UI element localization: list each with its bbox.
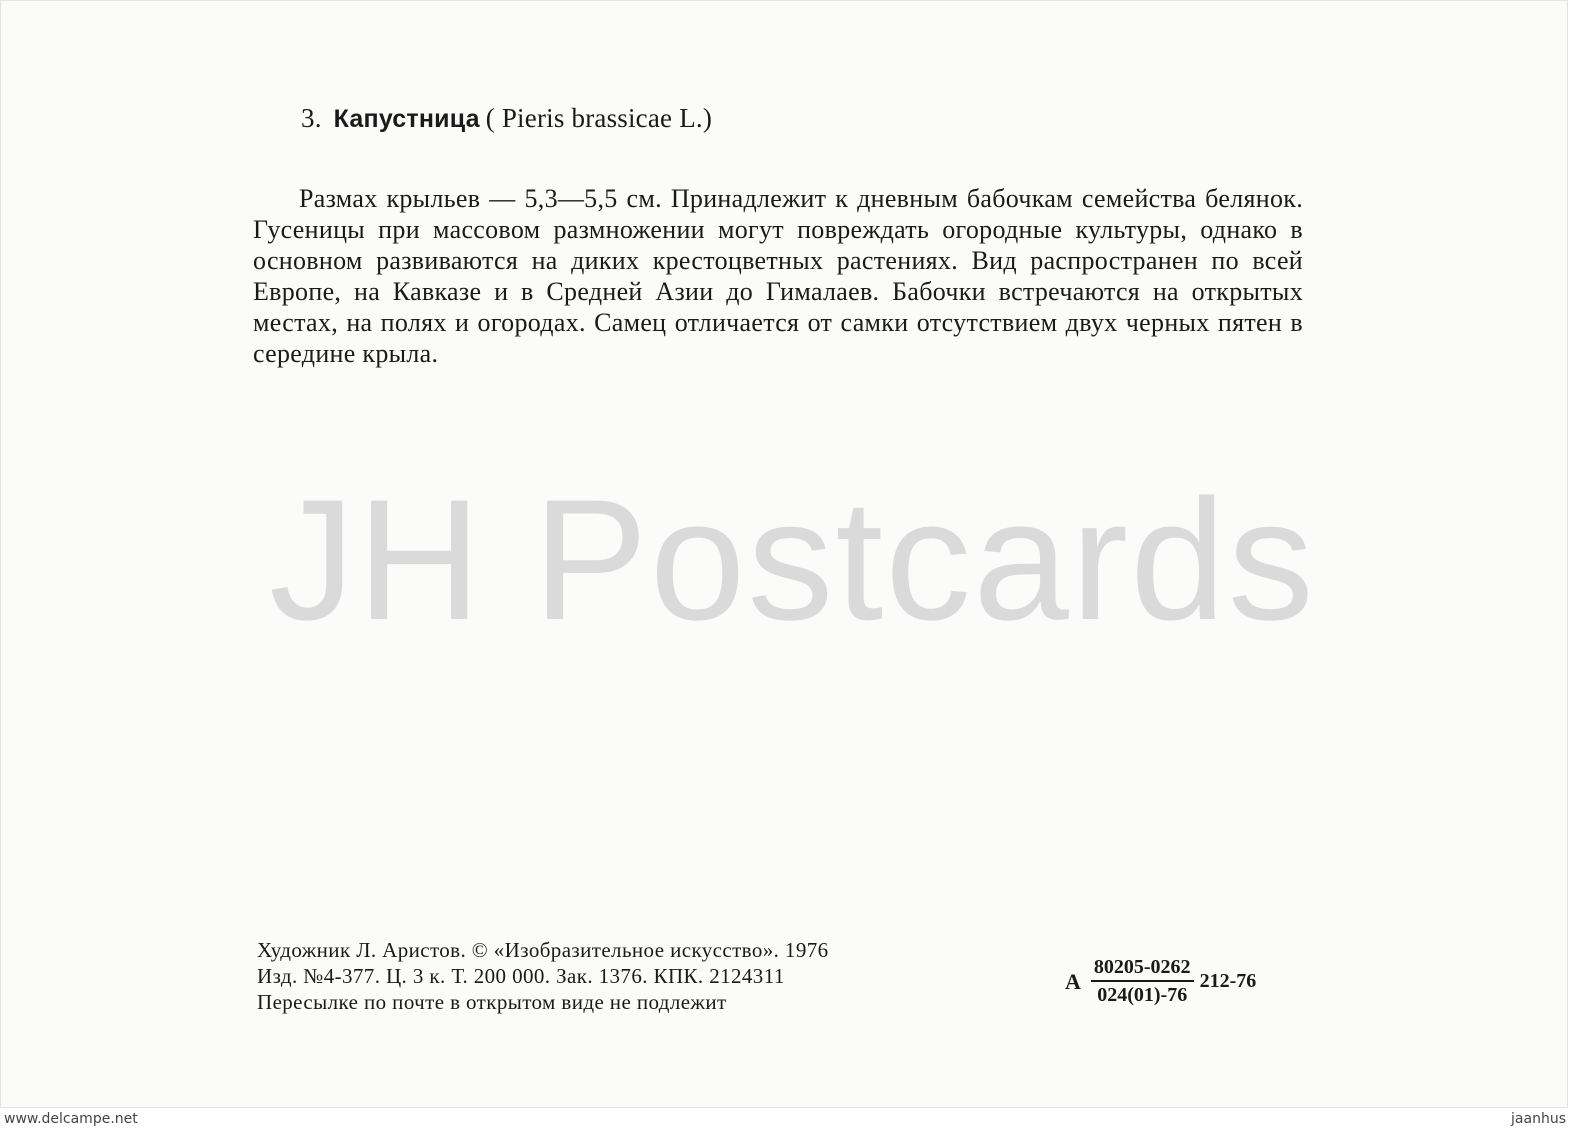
- catalog-numerator: 80205-0262: [1091, 956, 1194, 982]
- catalog-letter: А: [1065, 968, 1081, 994]
- imprint-line-artist: Художник Л. Аристов. © «Изобразительное искусство». 1976: [257, 938, 829, 962]
- footer-seller-label: jaanhus: [1511, 1111, 1566, 1127]
- species-latin-name: ( Pieris brassicae L.): [485, 103, 713, 133]
- imprint-line-edition: Изд. №4-377. Ц. 3 к. Т. 200 000. Зак. 1376. КПК. 2124311: [257, 964, 785, 988]
- catalog-fraction: [1091, 956, 1194, 1007]
- species-number: 3.: [301, 103, 322, 133]
- imprint-line-postal-note: Пересылке по почте в открытом виде не подлежит: [257, 990, 727, 1014]
- species-description: Размах крыльев — 5,3—5,5 см. Принадлежит к дневным бабочкам семейства белянок. Гусеницы при массовом размножении могут повреждать огородные культуры, однако в основном развиваются на диких крестоцветных растениях. Вид распространен по всей Европе, на Кавказе и в Средней Азии до Гималаев. Бабочки встречаются на открытых местах, на полях и огородах. Самец отличается от самки отсутствием двух черных пятен в середине крыла.: [253, 184, 1303, 368]
- catalog-denominator: 024(01)-76: [1097, 984, 1188, 1006]
- catalog-suffix: 212-76: [1199, 970, 1257, 992]
- catalog-code: [1065, 956, 1256, 1007]
- publisher-imprint: [257, 937, 829, 1015]
- footer-site-label: www.delcampe.net: [4, 1111, 138, 1127]
- species-heading: [301, 103, 712, 134]
- species-name: Капустница: [333, 105, 480, 133]
- watermark: JH Postcards: [269, 464, 1316, 656]
- source-footer: [0, 1108, 1574, 1131]
